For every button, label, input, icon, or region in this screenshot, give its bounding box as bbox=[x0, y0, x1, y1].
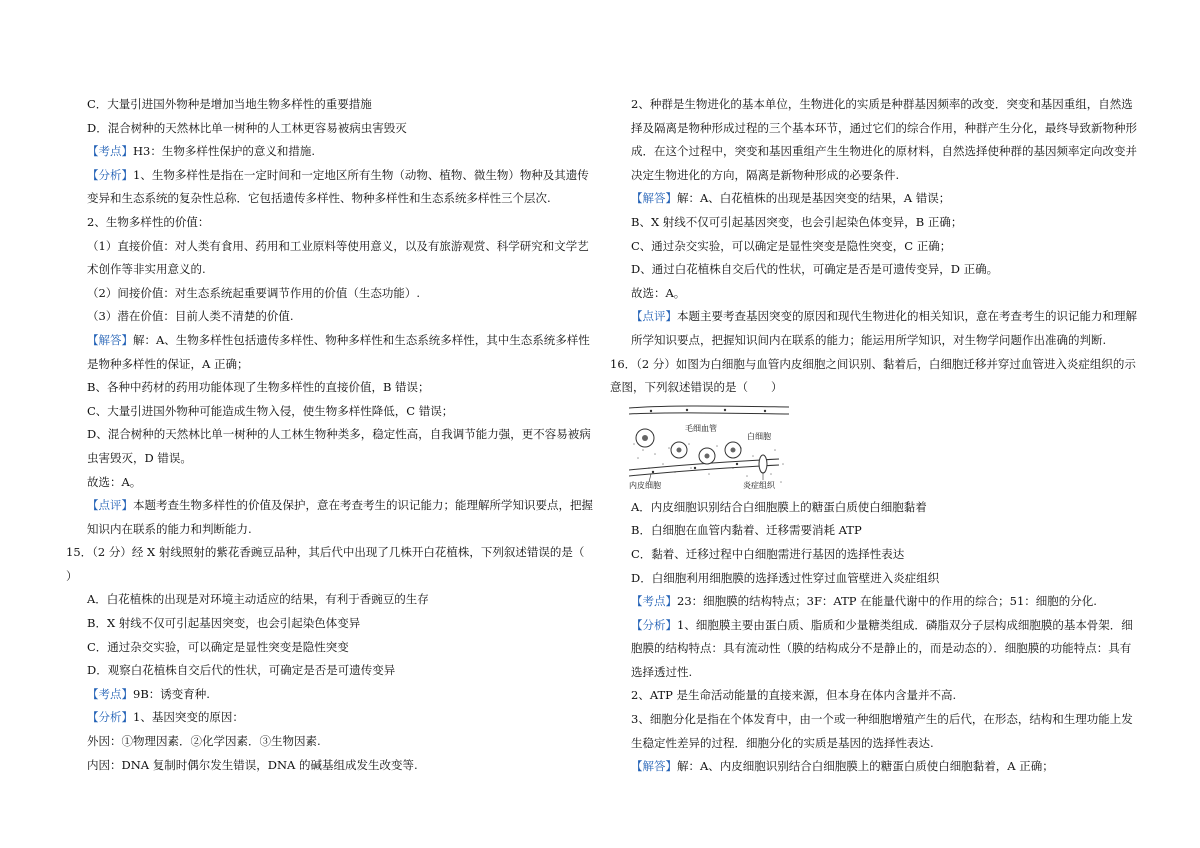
label-white-blood-cell: 白细胞 bbox=[747, 431, 771, 441]
paragraph-text: （1）直接价值：对人类有食用、药用和工业原料等使用意义，以及有旅游观赏、科学研究和文学艺术创作等非实用意义的. bbox=[87, 238, 589, 277]
paragraph-text: C．大量引进国外物种是增加当地生物多样性的重要措施 bbox=[87, 97, 372, 111]
label-endothelial-cell: 内皮细胞 bbox=[629, 480, 661, 490]
paragraph-text: 1、基因突变的原因： bbox=[133, 710, 244, 725]
paragraph-text: 本题考查生物多样性的价值及保护，意在考查考生的识记能力；能理解所学知识要点，把握知识内在联系的能力和判断能力. bbox=[87, 498, 593, 536]
paragraph bbox=[66, 329, 594, 376]
paragraph bbox=[610, 305, 1140, 352]
paragraph bbox=[610, 755, 1140, 779]
answer-option bbox=[66, 588, 594, 612]
paragraph-text: 16．（2 分）如图为白细胞与血管内皮细胞之间识别、黏着后，白细胞迁移并穿过血管进入炎症组织的示意图，下列叙述错误的是（ ） bbox=[610, 356, 1136, 395]
paragraph bbox=[66, 683, 594, 707]
paragraph bbox=[610, 93, 1140, 187]
answer-option bbox=[66, 93, 594, 117]
paragraph-text: 2、ATP 是生命活动能量的直接来源，但本身在体内含量并不高. bbox=[631, 688, 957, 703]
paragraph-text: C．黏着、迁移过程中白细胞需进行基因的选择性表达 bbox=[631, 546, 905, 561]
left-column bbox=[66, 93, 608, 777]
right-column bbox=[610, 93, 1140, 779]
answer-option bbox=[610, 496, 1140, 520]
capillary-diagram bbox=[629, 404, 789, 490]
answer-option bbox=[66, 612, 594, 636]
paragraph-text: 解：A、生物多样性包括遗传多样性、物种多样性和生态系统多样性，其中生态系统多样性是物种多样性的保证，A 正确； bbox=[87, 332, 590, 371]
paragraph-text: 内因：DNA 复制时偶尔发生错误，DNA 的碱基组成发生改变等. bbox=[87, 757, 418, 772]
paragraph-text: （3）潜在价值：目前人类不清楚的价值. bbox=[87, 309, 294, 324]
paragraph-text: 解：A、白花植株的出现是基因突变的结果，A 错误； bbox=[677, 191, 951, 206]
paragraph bbox=[66, 494, 594, 541]
answer-option bbox=[66, 659, 594, 683]
paragraph bbox=[610, 187, 1140, 211]
paragraph-text: 1、细胞膜主要由蛋白质、脂质和少量糖类组成．磷脂双分子层构成细胞膜的基本骨架．细胞膜的结构特点：具有流动性（膜的结构成分不是静止的，而是动态的）．细胞膜的功能特点：具有选择透过性. bbox=[631, 617, 1133, 679]
paragraph-text: 3、细胞分化是指在个体发育中，由一个或一种细胞增殖产生的后代，在形态，结构和生理功能上发生稳定性差异的过程．细胞分化的实质是基因的选择性表达. bbox=[631, 712, 1133, 750]
paragraph bbox=[66, 140, 594, 164]
paragraph bbox=[610, 235, 1140, 259]
paragraph-text: C、通过杂交实验，可以确定是显性突变是隐性突变，C 正确； bbox=[631, 238, 952, 253]
paragraph-text: 1、生物多样性是指在一定时间和一定地区所有生物（动物、植物、微生物）物种及其遗传变异和生态系统的复杂性总称．它包括遗传多样性、物种多样性和生态系统多样性三个层次. bbox=[87, 167, 589, 206]
paragraph bbox=[610, 708, 1140, 755]
paragraph-text: D．混合树种的天然林比单一树种的人工林更容易被病虫害毁灭 bbox=[87, 120, 407, 135]
label-capillary: 毛细血管 bbox=[685, 423, 717, 433]
paragraph-text: 本题主要考查基因突变的原因和现代生物进化的相关知识，意在考查考生的识记能力和理解所学知识要点，把握知识间内在联系的能力；能运用所学知识，对生物学问题作出准确的判断. bbox=[631, 309, 1137, 347]
question-stem bbox=[610, 353, 1140, 400]
section-tag: 【考点】 bbox=[87, 144, 133, 159]
paragraph-text: B、X 射线不仅可引起基因突变，也会引起染色体变异，B 正确； bbox=[631, 214, 963, 229]
paragraph-text: B．白细胞在血管内黏着、迁移需要消耗 ATP bbox=[631, 523, 862, 538]
section-tag: 【考点】 bbox=[87, 686, 133, 701]
paragraph bbox=[66, 400, 594, 424]
paragraph-text: 解：A、内皮细胞识别结合白细胞膜上的糖蛋白质使白细胞黏着，A 正确； bbox=[677, 759, 1054, 774]
section-tag: 【解答】 bbox=[631, 191, 677, 206]
paragraph-text: C、大量引进国外物种可能造成生物入侵，使生物多样性降低，C 错误； bbox=[87, 403, 454, 418]
paragraph bbox=[66, 164, 594, 211]
label-inflamed-tissue: 炎症组织 bbox=[743, 480, 775, 490]
paragraph bbox=[610, 258, 1140, 282]
paragraph bbox=[66, 706, 594, 730]
answer-option bbox=[610, 519, 1140, 543]
answer-option bbox=[66, 636, 594, 660]
paragraph-text: 2、种群是生物进化的基本单位，生物进化的实质是种群基因频率的改变．突变和基因重组，自然选择及隔离是物种形成过程的三个基本环节，通过它们的综合作用，种群产生分化，最终导致新物种形成．在这个过程中，突变和基因重组产生生物进化的原材料，自然选择使种群的基因频率定向改变并决定生物进化的方向，隔离是新物种形成的必要条件. bbox=[631, 97, 1137, 182]
section-tag: 【分析】 bbox=[631, 617, 677, 632]
paragraph-text: A．白花植株的出现是对环境主动适应的结果，有利于香豌豆的生存 bbox=[87, 592, 429, 607]
paragraph-text: C．通过杂交实验，可以确定是显性突变是隐性突变 bbox=[87, 639, 349, 654]
paragraph bbox=[66, 305, 594, 329]
paragraph-text: D、通过白花植株自交后代的性状，可确定是否是可遗传变异，D 正确。 bbox=[631, 262, 999, 277]
paragraph bbox=[66, 754, 594, 778]
section-tag: 【点评】 bbox=[631, 309, 677, 324]
paragraph bbox=[66, 282, 594, 306]
paragraph-text: H3：生物多样性保护的意义和措施. bbox=[133, 144, 315, 159]
paragraph-text: 15．（2 分）经 X 射线照射的紫花香豌豆品种，其后代中出现了几株开白花植株，下列叙述错误的是（ ） bbox=[66, 545, 608, 583]
paragraph bbox=[610, 282, 1140, 306]
paragraph bbox=[66, 211, 594, 235]
question-stem bbox=[66, 541, 608, 588]
paragraph-text: （2）间接价值：对生态系统起重要调节作用的价值（生态功能）. bbox=[87, 285, 420, 300]
answer-option bbox=[610, 543, 1140, 567]
paragraph-text: 外因：①物理因素．②化学因素．③生物因素. bbox=[87, 734, 321, 749]
paragraph-text: 2、生物多样性的价值： bbox=[87, 214, 210, 229]
paragraph-text: 9B：诱变育种. bbox=[133, 686, 210, 701]
paragraph-text: B．X 射线不仅可引起基因突变，也会引起染色体变异 bbox=[87, 616, 361, 631]
paragraph bbox=[66, 423, 594, 470]
paragraph-text: A．内皮细胞识别结合白细胞膜上的糖蛋白质使白细胞黏着 bbox=[631, 499, 927, 514]
paragraph-text: 故选：A。 bbox=[87, 474, 142, 489]
paragraph bbox=[610, 684, 1140, 708]
paragraph-text: D．白细胞利用细胞膜的选择透过性穿过血管壁进入炎症组织 bbox=[631, 570, 940, 585]
section-tag: 【解答】 bbox=[631, 759, 677, 774]
section-tag: 【点评】 bbox=[87, 498, 133, 513]
section-tag: 【分析】 bbox=[87, 167, 133, 182]
paragraph bbox=[66, 235, 594, 282]
paragraph bbox=[610, 614, 1140, 685]
paragraph-text: 23：细胞膜的结构特点；3F：ATP 在能量代谢中的作用的综合；51：细胞的分化. bbox=[677, 594, 1097, 609]
paragraph bbox=[66, 471, 594, 495]
capillary-diagram-graphic bbox=[629, 404, 789, 490]
paragraph bbox=[66, 730, 594, 754]
paragraph bbox=[610, 590, 1140, 614]
answer-option bbox=[610, 567, 1140, 591]
section-tag: 【解答】 bbox=[87, 332, 133, 347]
paragraph bbox=[610, 211, 1140, 235]
section-tag: 【分析】 bbox=[87, 710, 133, 725]
paragraph-text: 故选：A。 bbox=[631, 285, 686, 300]
paragraph-text: B、各种中药材的药用功能体现了生物多样性的直接价值，B 错误； bbox=[87, 380, 430, 395]
paragraph-text: D、混合树种的天然林比单一树种的人工林生物种类多，稳定性高，自我调节能力强，更不容易被病虫害毁灭，D 错误。 bbox=[87, 427, 591, 465]
paragraph bbox=[66, 376, 594, 400]
section-tag: 【考点】 bbox=[631, 594, 677, 609]
answer-option bbox=[66, 117, 594, 141]
paragraph-text: D．观察白花植株自交后代的性状，可确定是否是可遗传变异 bbox=[87, 663, 396, 678]
